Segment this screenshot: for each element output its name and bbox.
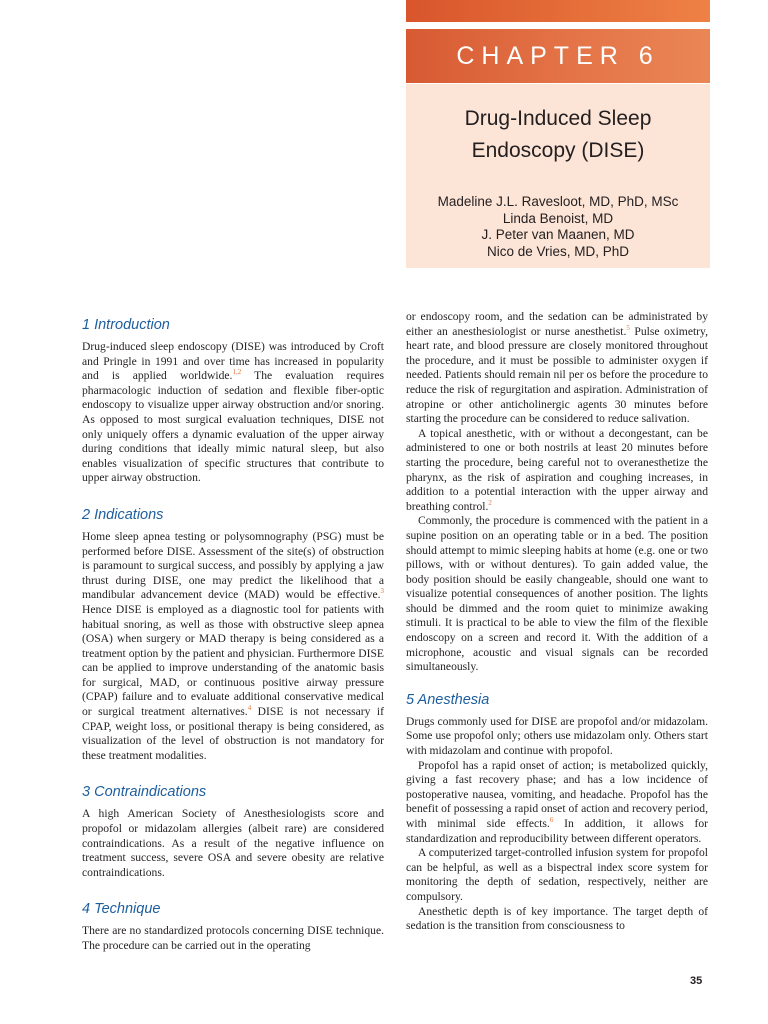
author: Linda Benoist, MD <box>502 210 614 226</box>
text: Home sleep apnea testing or polysomnography (PSG) must be performed before DISE. Assessment of the site(s) of obstruction is paramount to surgical success, and possibly by applying a jaw thrust during DISE, one may predict the likelihood that a mandibular advancement device (MAD) would be effective. <box>82 529 384 602</box>
page-number: 35 <box>690 975 703 987</box>
reference-marker: 5 <box>626 323 630 332</box>
reference-marker: 2 <box>488 498 492 507</box>
reference-marker: 3 <box>380 587 384 596</box>
paragraph: Drugs commonly used for DISE are propofol and/or midazolam. Some use propofol only; others use midazolam only. Others start with midazolam and continue with propofol. <box>406 714 708 758</box>
paragraph: A high American Society of Anesthesiologists score and propofol or midazolam allergies (albeit rare) are considered contraindications. As a result of the negative influence on treatment success, severe OSA and severe obesity are relative contraindications. <box>82 807 384 879</box>
paragraph: There are no standardized protocols concerning DISE technique. The procedure can be carried out in the operating <box>82 924 384 952</box>
author: Nico de Vries, MD, PhD <box>486 243 630 259</box>
section-heading-technique: 4 Technique <box>82 901 161 918</box>
section-heading-anesthesia: 5 Anesthesia <box>406 691 490 708</box>
text: DISE is not necessary if CPAP, weight loss, or positional therapy is being considered, as visualization of the level of obstruction is not mandatory for these treatment modalities. <box>82 705 385 762</box>
author: Madeline J.L. Ravesloot, MD, PhD, MSc <box>437 194 679 209</box>
paragraph: A computerized target-controlled infusion system for propofol can be helpful, as well as a bispectral index score system for monitoring the depth of sedation, respectively, neither are compulsory. <box>406 846 708 903</box>
paragraph <box>406 759 708 847</box>
text: Hence DISE is employed as a diagnostic tool for patients with habitual snoring, as well as those with obstructive sleep apnea (OSA) when surgery or MAD therapy is being considered as a treatment option by the patient and physician. Furthermore DISE can be applied to improve understanding of the anatomic basis for surgical, MAD, or continuous positive airway pressure (CPAP) failure and to evaluate additional conservative medical or surgical treatment alternatives. <box>82 602 384 719</box>
section-heading-indications: 2 Indications <box>82 506 164 523</box>
paragraph <box>82 530 384 764</box>
text: A topical anesthetic, with or without a decongestant, can be administered to one or both nostrils at least 20 minutes before starting the procedure, being careful not to overanesthetize the pharynx, as the risk of aspiration and coughing increases, in addition to a potential interaction with the upper airway and breathing control. <box>406 426 708 513</box>
reference-marker: 6 <box>549 816 554 825</box>
section-heading-contraindications: 3 Contraindications <box>82 784 207 801</box>
paragraph <box>82 340 384 486</box>
text: Pulse oximetry, heart rate, and blood pressure are closely monitored throughout the procedure, and it must be possible to administer oxygen if needed. Patients should remain nil per os before the procedure to reduce the risk of regurgitation and aspiration. Administration of atropine or other anticholinergic agents 30 minutes before starting the procedure can be considered to reduce salivation. <box>406 324 708 426</box>
text: or endoscopy room, and the sedation can be administrated by either an anesthesiologist or nurse anesthetist. <box>406 310 708 338</box>
author: J. Peter van Maanen, MD <box>481 227 635 242</box>
title-panel <box>406 84 710 268</box>
left-column <box>82 316 384 954</box>
paragraph: Anesthetic depth is of key importance. The target depth of sedation is the transition from consciousness to <box>406 904 708 933</box>
reference-marker: 4 <box>247 704 252 713</box>
chapter-title-line-2: Endoscopy (DISE) <box>471 139 645 162</box>
text: Drug-induced sleep endoscopy (DISE) was introduced by Croft and Pringle in 1991 and over time has increased in popularity and is applied worldwide. <box>82 340 384 383</box>
chapter-title <box>406 103 710 167</box>
text: In addition, it allows for standardization and reproducibility between different operators. <box>406 817 708 845</box>
text: Propofol has a rapid onset of action; is metabolized quickly, giving a fast recovery phase; and has a low incidence of postoperative nausea, vomiting, and headache. Propofol has the benefit of possessing a rapid onset of action and recovery period, with minimal side effects. <box>406 758 708 830</box>
chapter-label: CHAPTER 6 <box>406 29 710 83</box>
text: The evaluation requires pharmacologic induction of sedation and flexible fiber-optic endoscopy to visualize upper airway obstruction and/or snoring. As opposed to most surgical evaluation techniques, DISE not only uniquely offers a dynamic evaluation of the upper airway during conditions that ideally mimic natural sleep, but also enables visualization of specific structures that contribute to upper airway obstruction. <box>82 369 385 485</box>
section-heading-introduction: 1 Introduction <box>82 317 170 333</box>
paragraph <box>406 427 708 515</box>
author-list <box>406 194 710 260</box>
paragraph: Commonly, the procedure is commenced with the patient in a supine position on an operating table or in a bed. The position should attempt to mimic sleeping habits at home (e.g. one or two pillows, with or without dentures). To gain added value, the body position should be easily changeable, should one want to visualize potential consequences of another position. The lights should be dimmed and the room quiet to minimize awaking stimuli. It is practical to be able to view the film of the flexible endoscopy on a screen and record it. With the addition of a microphone, acoustic and visual signals can be recorded simultaneously. <box>406 514 708 674</box>
chapter-title-line-1: Drug-Induced Sleep <box>464 107 652 130</box>
right-column <box>406 310 708 934</box>
paragraph <box>406 310 708 427</box>
reference-marker: 1,2 <box>232 368 242 377</box>
header-accent-bar <box>406 0 710 22</box>
